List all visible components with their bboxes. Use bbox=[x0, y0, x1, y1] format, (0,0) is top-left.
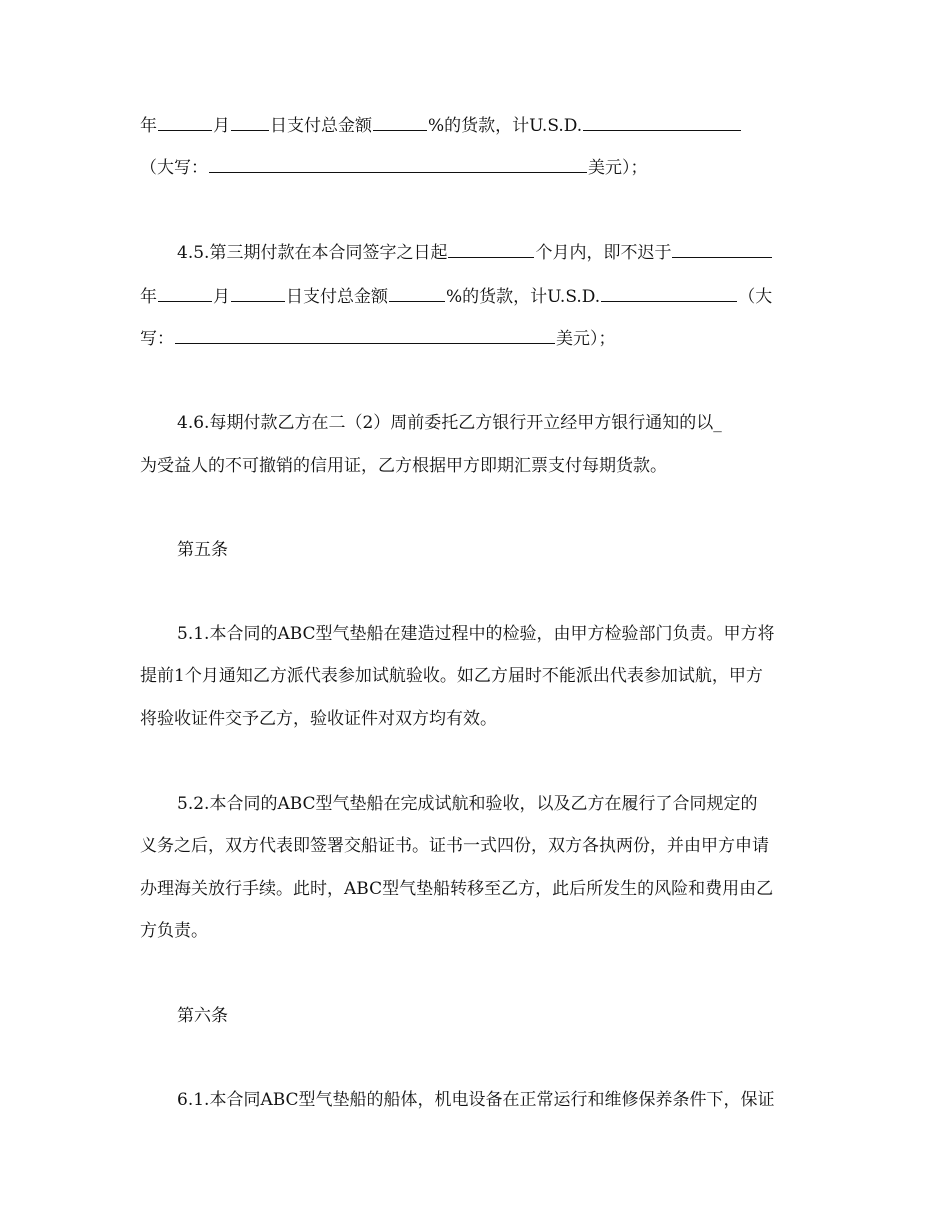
blank-field bbox=[601, 285, 737, 302]
p51-line1: 5.1.本合同的ABC型气垫船在建造过程中的检验，由甲方检验部门负责。甲方将 bbox=[177, 624, 775, 644]
blank-field bbox=[448, 241, 534, 258]
blank-field bbox=[389, 285, 445, 302]
text: 年 bbox=[140, 116, 157, 136]
blank-field bbox=[209, 156, 587, 173]
blank-field bbox=[672, 241, 772, 258]
p45-line1 bbox=[177, 241, 773, 263]
p44-line2 bbox=[140, 156, 648, 178]
blank-field bbox=[158, 114, 212, 131]
text: 日支付总金额 bbox=[270, 116, 372, 136]
blank-field bbox=[231, 285, 285, 302]
text: （大 bbox=[738, 287, 773, 307]
p45-line2 bbox=[140, 285, 772, 307]
p52-line1: 5.2.本合同的ABC型气垫船在完成试航和验收，以及乙方在履行了合同规定的 bbox=[177, 794, 758, 814]
text: %的货款，计U.S.D. bbox=[446, 287, 601, 307]
section-heading-5: 第五条 bbox=[177, 540, 228, 560]
blank-field bbox=[231, 114, 269, 131]
blank-field bbox=[175, 327, 555, 344]
text: 写： bbox=[140, 329, 174, 349]
p52-line4: 方负责。 bbox=[140, 921, 208, 941]
text: %的货款，计U.S.D. bbox=[428, 116, 583, 136]
p46-line2: 为受益人的不可撤销的信用证，乙方根据甲方即期汇票支付每期货款。 bbox=[140, 456, 667, 476]
p46-line1: 4.6.每期付款乙方在二（2）周前委托乙方银行开立经甲方银行通知的以_ bbox=[177, 413, 722, 433]
section-heading-6: 第六条 bbox=[177, 1006, 228, 1026]
text: 月 bbox=[213, 287, 230, 307]
p44-line1 bbox=[140, 114, 742, 136]
p51-line2: 提前1个月通知乙方派代表参加试航验收。如乙方届时不能派出代表参加试航，甲方 bbox=[140, 666, 763, 686]
p52-line3: 办理海关放行手续。此时，ABC型气垫船转移至乙方，此后所发生的风险和费用由乙 bbox=[140, 879, 774, 899]
text: 年 bbox=[140, 287, 157, 307]
text: 个月内，即不迟于 bbox=[535, 243, 672, 263]
p61-line1: 6.1.本合同ABC型气垫船的船体，机电设备在正常运行和维修保养条件下，保证 bbox=[177, 1090, 775, 1110]
text: 美元）； bbox=[556, 329, 616, 349]
text: 日支付总金额 bbox=[286, 287, 388, 307]
p45-line3 bbox=[140, 327, 616, 349]
text: 4.5.第三期付款在本合同签字之日起 bbox=[177, 243, 448, 263]
blank-field bbox=[158, 285, 212, 302]
text: 美元）； bbox=[588, 158, 648, 178]
blank-field bbox=[373, 114, 427, 131]
text: 月 bbox=[213, 116, 230, 136]
blank-field bbox=[583, 114, 741, 131]
p51-line3: 将验收证件交予乙方，验收证件对双方均有效。 bbox=[140, 709, 497, 729]
text: （大写： bbox=[140, 158, 208, 178]
p52-line2: 义务之后，双方代表即签署交船证书。证书一式四份，双方各执两份，并由甲方申请 bbox=[140, 836, 769, 856]
